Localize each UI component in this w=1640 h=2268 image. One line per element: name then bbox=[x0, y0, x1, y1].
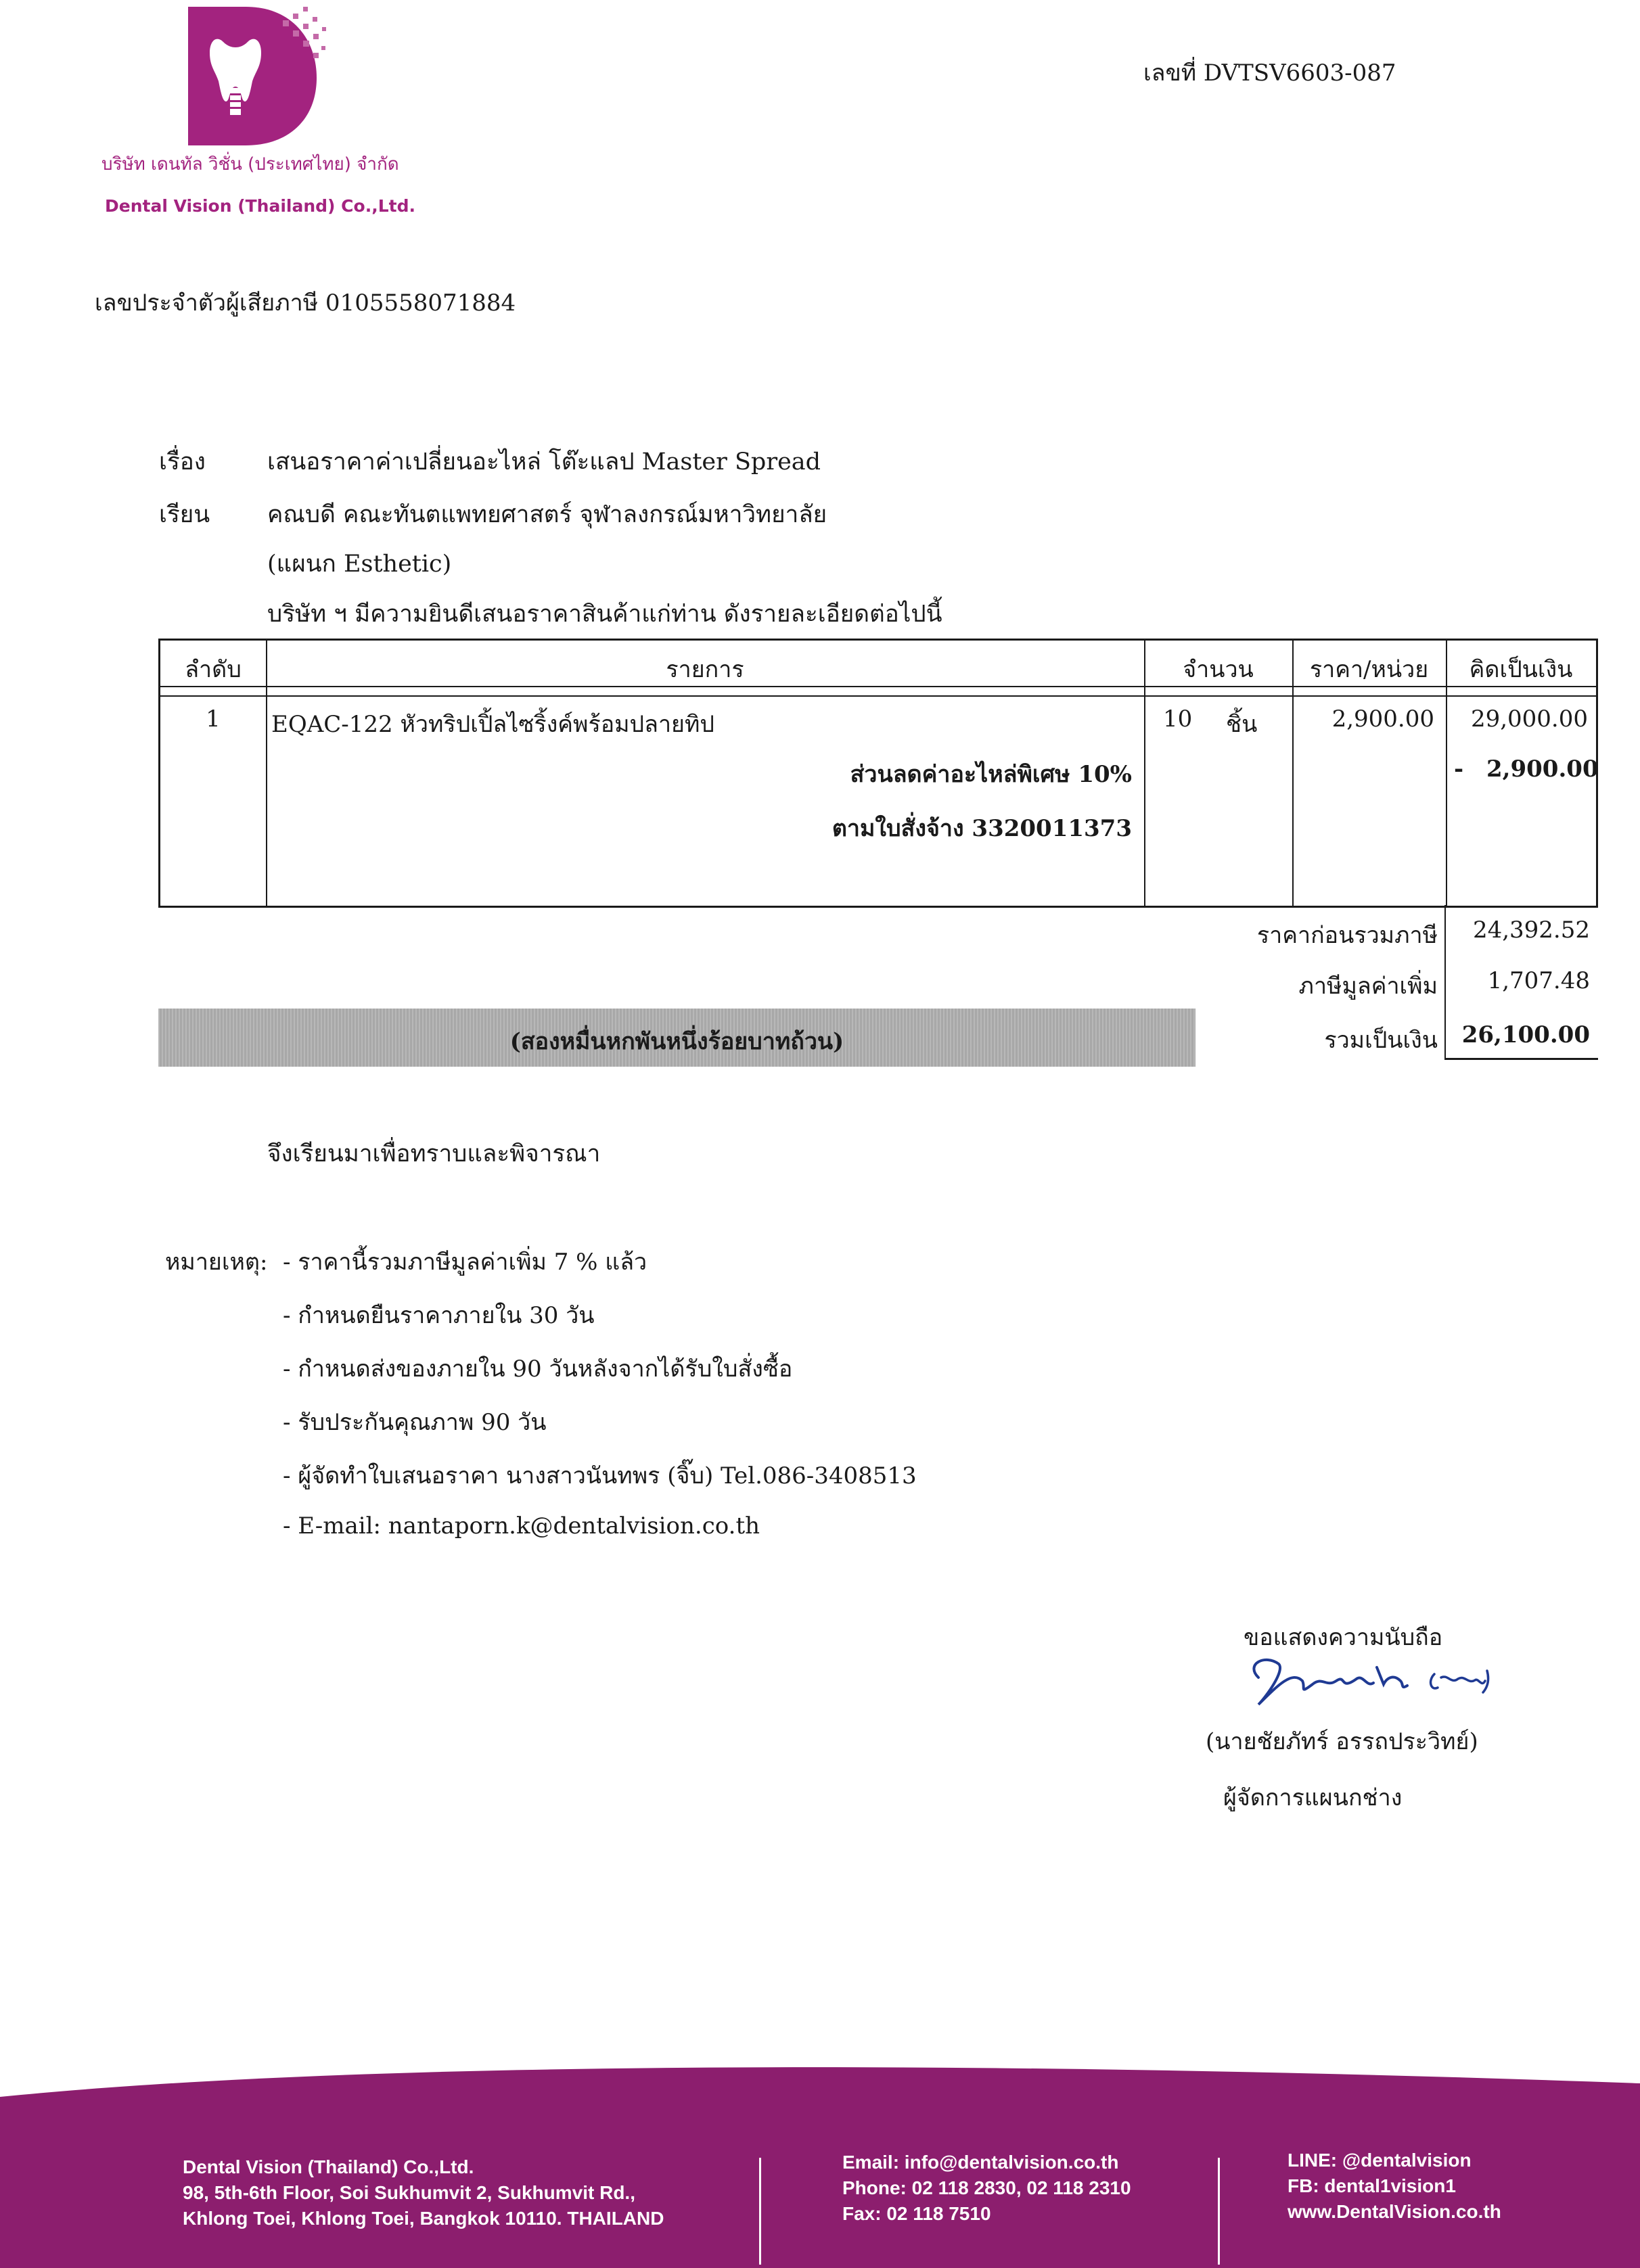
row-unit-price: 2,900.00 bbox=[1331, 705, 1434, 733]
header-unit-price: ราคา/หน่วย bbox=[1309, 656, 1429, 683]
recipient-text: คณบดี คณะทันตแพทยศาสตร์ จุฬาลงกรณ์มหาวิทยาลัย bbox=[267, 501, 827, 528]
header-amount: คิดเป็นเงิน bbox=[1469, 656, 1573, 683]
note-item: - ราคานี้รวมภาษีมูลค่าเพิ่ม 7 % แล้ว bbox=[283, 1249, 647, 1276]
footer-facebook: FB: dental1vision1 bbox=[1288, 2175, 1456, 2196]
row-item: EQAC-122 หัวทริปเปิ้ลไซริ้งค์พร้อมปลายทิป bbox=[271, 711, 714, 738]
company-name-th: บริษัท เดนทัล วิชั่น (ประเทศไทย) จำกัด bbox=[101, 154, 399, 175]
total-label: รวมเป็นเงิน bbox=[1324, 1027, 1438, 1054]
amount-in-words: (สองหมื่นหกพันหนึ่งร้อยบาทถ้วน) bbox=[509, 1028, 844, 1055]
subtotal-label: ราคาก่อนรวมภาษี bbox=[1256, 922, 1438, 949]
total-value: 26,100.00 bbox=[1461, 1021, 1590, 1048]
note-item: - กำหนดยืนราคาภายใน 30 วัน bbox=[283, 1302, 595, 1329]
note-item: - รับประกันคุณภาพ 90 วัน bbox=[283, 1409, 547, 1436]
po-reference: ตามใบสั่งจ้าง 3320011373 bbox=[832, 815, 1132, 842]
intro-text: บริษัท ฯ มีความยินดีเสนอราคาสินค้าแก่ท่าน ดังรายละเอียดต่อไปนี้ bbox=[267, 601, 942, 628]
row-no: 1 bbox=[206, 705, 221, 733]
header-no: ลำดับ bbox=[185, 656, 242, 683]
subtotal-value: 24,392.52 bbox=[1472, 917, 1590, 944]
footer-address-line: Dental Vision (Thailand) Co.,Ltd. bbox=[183, 2156, 474, 2177]
footer bbox=[0, 2056, 1640, 2268]
signer-name: (นายชัยภัทร์ อรรถประวิทย์) bbox=[1206, 1728, 1478, 1755]
subject-label: เรื่อง bbox=[159, 448, 206, 476]
company-name-en: Dental Vision (Thailand) Co.,Ltd. bbox=[105, 196, 415, 216]
handwritten-signature bbox=[1238, 1650, 1495, 1711]
footer-fax: Fax: 02 118 7510 bbox=[842, 2203, 991, 2224]
header-qty: จำนวน bbox=[1183, 656, 1254, 683]
footer-address-line: 98, 5th-6th Floor, Soi Sukhumvit 2, Sukhumvit Rd., bbox=[183, 2182, 635, 2203]
row-amount: 29,000.00 bbox=[1470, 705, 1588, 733]
footer-phone: Phone: 02 118 2830, 02 118 2310 bbox=[842, 2177, 1131, 2198]
regards-text: ขอแสดงความนับถือ bbox=[1244, 1624, 1443, 1651]
footer-address-line: Khlong Toei, Khlong Toei, Bangkok 10110. THAILAND bbox=[183, 2208, 664, 2229]
footer-website[interactable]: www.DentalVision.co.th bbox=[1288, 2201, 1501, 2222]
footer-line-id: LINE: @dentalvision bbox=[1288, 2150, 1472, 2171]
signer-title: ผู้จัดการแผนกช่าง bbox=[1223, 1784, 1403, 1811]
recipient-label: เรียน bbox=[159, 501, 210, 528]
notes-label: หมายเหตุ: bbox=[165, 1249, 268, 1276]
row-unit: ชิ้น bbox=[1226, 711, 1258, 738]
quotation-table bbox=[158, 639, 1598, 908]
discount-sign: - bbox=[1454, 756, 1464, 783]
closing-text: จึงเรียนมาเพื่อทราบและพิจารณา bbox=[267, 1140, 601, 1167]
footer-email[interactable]: Email: info@dentalvision.co.th bbox=[842, 2152, 1119, 2173]
tax-id: เลขประจำตัวผู้เสียภาษี 0105558071884 bbox=[95, 290, 516, 317]
discount-amount: 2,900.00 bbox=[1486, 756, 1599, 783]
header-item: รายการ bbox=[666, 656, 744, 683]
department-text: (แผนก Esthetic) bbox=[267, 551, 452, 578]
note-item: - E-mail: nantaporn.k@dentalvision.co.th bbox=[283, 1512, 760, 1540]
discount-label: ส่วนลดค่าอะไหล่พิเศษ 10% bbox=[850, 761, 1132, 788]
footer-divider bbox=[1218, 2158, 1220, 2265]
note-item: - ผู้จัดทำใบเสนอราคา นางสาวนันทพร (จิ๊บ) Tel.086-3408513 bbox=[283, 1462, 917, 1489]
company-logo bbox=[181, 0, 330, 152]
totals-divider bbox=[1444, 905, 1446, 1011]
vat-value: 1,707.48 bbox=[1487, 967, 1590, 994]
vat-label: ภาษีมูลค่าเพิ่ม bbox=[1298, 973, 1438, 1000]
subject-text: เสนอราคาค่าเปลี่ยนอะไหล่ โต๊ะแลป Master Spread bbox=[267, 448, 821, 476]
footer-divider bbox=[759, 2158, 761, 2265]
row-qty: 10 bbox=[1163, 705, 1193, 733]
document-number: เลขที่ DVTSV6603-087 bbox=[1143, 60, 1396, 87]
note-item: - กำหนดส่งของภายใน 90 วันหลังจากได้รับใบสั่งซื้อ bbox=[283, 1356, 793, 1383]
